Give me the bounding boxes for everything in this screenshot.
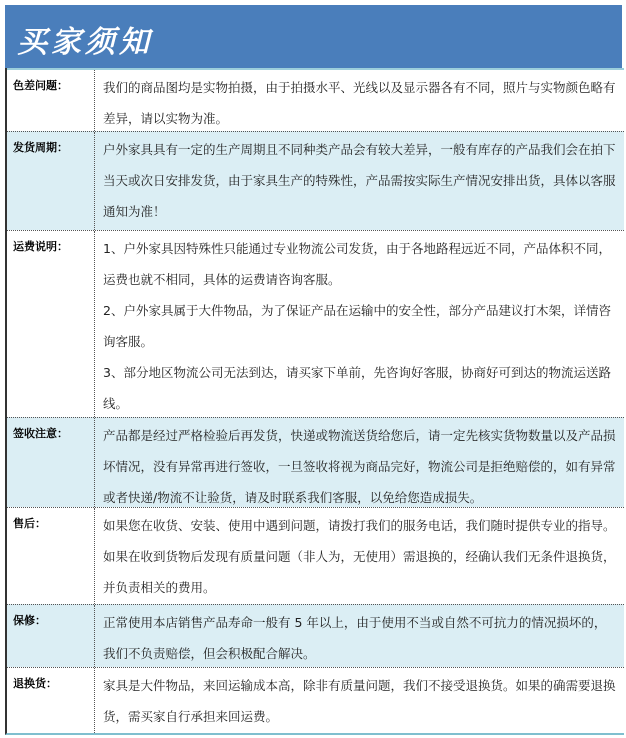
content-paragraph: 3、部分地区物流公司无法到达，请买家下单前，先咨询好客服，协商好可到达的物流运送路线。 [103, 365, 611, 411]
row-label: 退换货： [7, 668, 95, 733]
content-paragraph: 产品都是经过严格检验后再发货，快递或物流送货给您后，请一定先核实货物数量以及产品损坏情况，没有异常再进行签收，一旦签收将视为商品完好，物流公司是拒绝赔偿的，如有异常或者快递/物流不让验货，请及时联系我们客服，以免给您造成损失。 [103, 428, 616, 505]
content-paragraph: 1、户外家具因特殊性只能通过专业物流公司发货，由于各地路程远近不同，产品体积不同，运费也就不相同，具体的运费请咨询客服。 [103, 241, 611, 287]
row-label: 售后： [7, 508, 95, 604]
row-label: 签收注意： [7, 418, 95, 507]
row-label: 运费说明： [7, 231, 95, 417]
row-returns [7, 667, 624, 733]
row-label: 色差问题： [7, 70, 95, 131]
content-paragraph: 家具是大件物品，来回运输成本高，除非有质量问题，我们不接受退换货。如果的确需要退换货，需买家自行承担来回运费。 [103, 678, 616, 724]
row-content [95, 418, 624, 507]
row-content [95, 508, 624, 604]
row-label: 发货周期： [7, 132, 95, 230]
content-paragraph: 正常使用本店销售产品寿命一般有 5 年以上，由于使用不当或自然不可抗力的情况损坏的，我们不负责赔偿，但会积极配合解决。 [103, 615, 607, 661]
row-shipping-fee [7, 230, 624, 417]
content-paragraph: 户外家具具有一定的生产周期且不同种类产品会有较大差异，一般有库存的产品我们会在拍下当天或次日安排发货，由于家具生产的特殊性，产品需按实际生产情况安排出货，具体以客服通知为准！ [103, 142, 616, 219]
header-banner [5, 5, 622, 68]
content-paragraph: 如果您在收货、安装、使用中遇到问题，请拨打我们的服务电话，我们随时提供专业的指导。如果在收到货物后发现有质量问题（非人为，无使用）需退换的，经确认我们无条件退换货，并负责相关的费用。 [103, 518, 616, 595]
row-after-sales [7, 507, 624, 604]
page-title: 买家须知 [17, 25, 153, 60]
row-content [95, 605, 624, 667]
row-color-difference [7, 68, 624, 131]
content-paragraph: 2、户外家具属于大件物品，为了保证产品在运输中的安全性，部分产品建议打木架，详情咨询客服。 [103, 303, 611, 349]
notice-table [5, 68, 624, 735]
row-content [95, 668, 624, 733]
content-paragraph: 我们的商品图均是实物拍摄，由于拍摄水平、光线以及显示器各有不同，照片与实物颜色略有差异，请以实物为准。 [103, 80, 616, 126]
row-content [95, 132, 624, 230]
row-shipping-period [7, 131, 624, 230]
row-label: 保修： [7, 605, 95, 667]
row-content [95, 231, 624, 417]
row-receipt-notice [7, 417, 624, 507]
row-warranty [7, 604, 624, 667]
row-content [95, 70, 624, 131]
